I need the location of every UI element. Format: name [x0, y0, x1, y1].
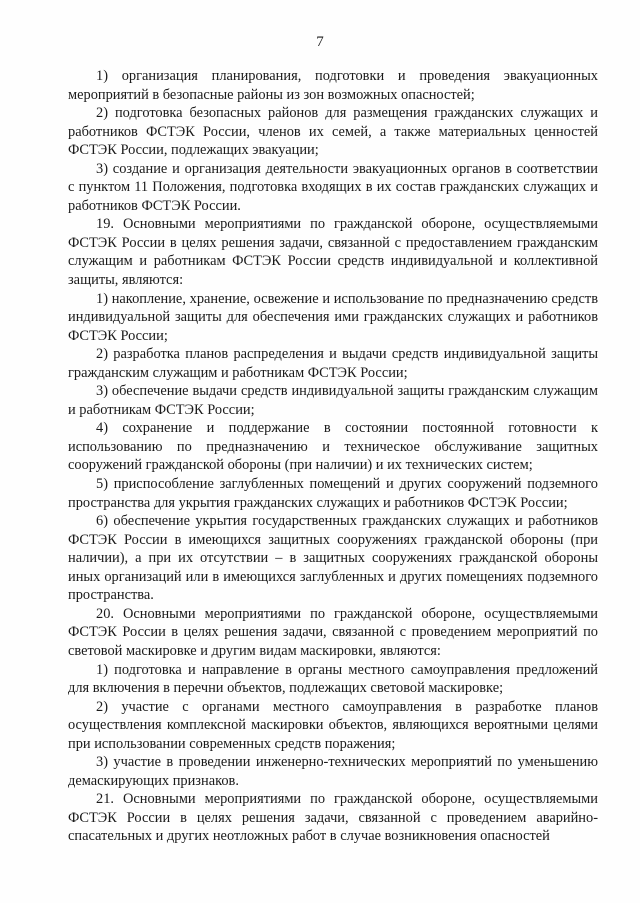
list-item: 3) участие в проведении инженерно-технических мероприятий по уменьшению демаскирующих признаков. — [68, 754, 598, 789]
list-item: 1) накопление, хранение, освежение и использование по предназначению средств индивидуальной защиты для обеспечения ими гражданских служащих и работников ФСТЭК России; — [68, 290, 598, 344]
list-item: 2) участие с органами местного самоуправления в разработке планов осуществления комплексной маскировки объектов, являющихся вероятными целями при использовании современных средств поражения; — [68, 698, 598, 752]
list-item: 3) создание и организация деятельности эвакуационных органов в соответствии с пунктом 11 Положения, подготовка входящих в их состав гражданских служащих и работников ФСТЭК России. — [68, 160, 598, 214]
list-item: 3) обеспечение выдачи средств индивидуальной защиты гражданским служащим и работникам ФСТЭК России; — [68, 383, 598, 418]
list-item: 4) сохранение и поддержание в состоянии постоянной готовности к использованию по предназначению и техническое обслуживание защитных сооружений гражданской обороны (при наличии) и их технических систем; — [68, 420, 598, 474]
section-paragraph-19: 19. Основными мероприятиями по гражданской обороне, осуществляемыми ФСТЭК России в целях решения задачи, связанной с предоставлением гражданским служащим и работникам ФСТЭК России средств индивидуальной и коллективной защиты, являются: — [68, 216, 598, 289]
document-body — [68, 67, 598, 846]
list-item: 1) организация планирования, подготовки и проведения эвакуационных мероприятий в безопасные районы из зон возможных опасностей; — [68, 68, 598, 103]
section-paragraph-20: 20. Основными мероприятиями по гражданской обороне, осуществляемыми ФСТЭК России в целях решения задачи, связанной с проведением мероприятий по световой маскировке и другим видам маскировки, являются: — [68, 605, 598, 659]
list-item: 2) разработка планов распределения и выдачи средств индивидуальной защиты гражданским служащим и работникам ФСТЭК России; — [68, 346, 598, 381]
list-item: 1) подготовка и направление в органы местного самоуправления предложений для включения в перечни объектов, подлежащих световой маскировке; — [68, 661, 598, 697]
list-item: 5) приспособление заглубленных помещений и других сооружений подземного пространства для укрытия гражданских служащих и работников ФСТЭК России; — [68, 476, 598, 511]
page-number: 7 — [316, 34, 324, 50]
section-paragraph-21: 21. Основными мероприятиями по гражданской обороне, осуществляемыми ФСТЭК России в целях решения задачи, связанной с проведением аварийно-спасательных и других неотложных работ в случае возникновения опасностей — [68, 791, 598, 845]
list-item: 2) подготовка безопасных районов для размещения гражданских служащих и работников ФСТЭК России, членов их семей, а также материальных ценностей ФСТЭК России, подлежащих эвакуации; — [68, 105, 598, 159]
list-item: 6) обеспечение укрытия государственных гражданских служащих и работников ФСТЭК России в имеющихся защитных сооружениях гражданской обороны (при наличии), а при их отсутствии – в защитных сооружениях гражданской обороны иных организаций или в имеющихся заглубленных и других помещениях подземного пространства. — [68, 513, 598, 604]
